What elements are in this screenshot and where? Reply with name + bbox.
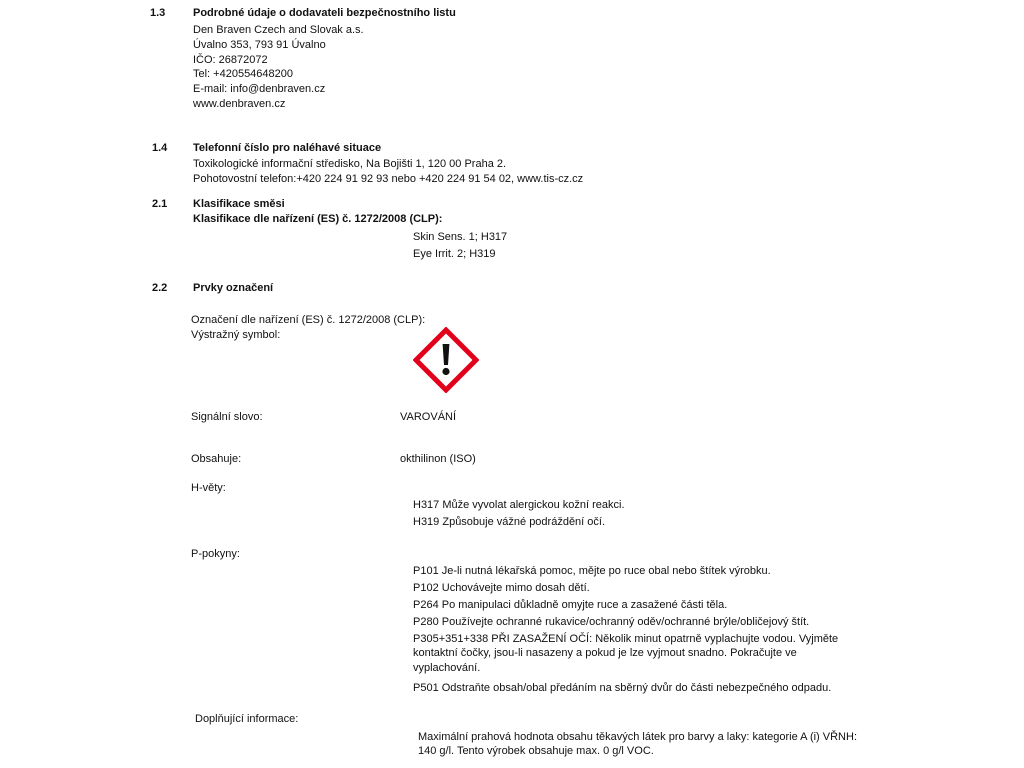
- h-statements-label: H-věty:: [191, 482, 226, 494]
- voc-info-line-1: Maximální prahová hodnota obsahu těkavých látek pro barvy a laky: kategorie A (i) VŘNH:: [418, 731, 858, 743]
- section-2-1-subheading: Klasifikace dle nařízení (ES) č. 1272/2008 (CLP):: [193, 213, 443, 225]
- classification-eye-irrit: Eye Irrit. 2; H319: [413, 248, 496, 260]
- h-statement-h319: H319 Způsobuje vážné podráždění očí.: [413, 516, 606, 528]
- additional-info-label: Doplňující informace:: [195, 713, 299, 725]
- toxicology-centre: Toxikologické informační středisko, Na Bojišti 1, 120 00 Praha 2.: [193, 158, 507, 170]
- section-1-4-heading: Telefonní číslo pro naléhavé situace: [193, 142, 382, 154]
- h-statement-h317: H317 Může vyvolat alergickou kožní reakci.: [413, 499, 625, 511]
- contains-value: okthilinon (ISO): [400, 453, 476, 465]
- voc-info-line-2: 140 g/l. Tento výrobek obsahuje max. 0 g/l VOC.: [418, 745, 654, 757]
- section-2-2-heading: Prvky označení: [193, 282, 274, 294]
- contains-label: Obsahuje:: [191, 453, 242, 465]
- section-1-3-number: 1.3: [150, 7, 166, 19]
- p-statement-p264: P264 Po manipulaci důkladně omyjte ruce a zasažené části těla.: [413, 599, 728, 611]
- p-statement-p305-line-2: kontaktní čočky, jsou-li nasazeny a pokud je lze vyjmout snadno. Pokračujte ve: [413, 647, 797, 659]
- classification-skin-sens: Skin Sens. 1; H317: [413, 231, 508, 243]
- supplier-address: Úvalno 353, 793 91 Úvalno: [193, 39, 326, 51]
- supplier-phone: Tel: +420554648200: [193, 68, 294, 80]
- p-statement-p280: P280 Používejte ochranné rukavice/ochranný oděv/ochranné brýle/obličejový štít.: [413, 616, 810, 628]
- section-2-1-heading: Klasifikace směsi: [193, 198, 285, 210]
- clp-label-line: Označení dle nařízení (ES) č. 1272/2008 (CLP):: [191, 314, 426, 326]
- section-2-1-number: 2.1: [152, 198, 168, 210]
- supplier-email: E-mail: info@denbraven.cz: [193, 83, 326, 95]
- p-statement-p305-line-3: vyplachování.: [413, 662, 481, 674]
- supplier-website: www.denbraven.cz: [193, 98, 286, 110]
- ghs07-exclamation-pictogram: [413, 327, 479, 393]
- p-statement-p101: P101 Je-li nutná lékařská pomoc, mějte po ruce obal nebo štítek výrobku.: [413, 565, 771, 577]
- emergency-phone: Pohotovostní telefon:+420 224 91 92 93 nebo +420 224 91 54 02, www.tis-cz.cz: [193, 173, 584, 185]
- signal-word-value: VAROVÁNÍ: [400, 411, 457, 423]
- p-statement-p102: P102 Uchovávejte mimo dosah dětí.: [413, 582, 590, 594]
- p-statements-label: P-pokyny:: [191, 548, 240, 560]
- p-statement-p305-line-1: P305+351+338 PŘI ZASAŽENÍ OČÍ: Několik minut opatrně vyplachujte vodou. Vyjměte: [413, 633, 839, 645]
- p-statement-p501: P501 Odstraňte obsah/obal předáním na sběrný dvůr do části nebezpečného odpadu.: [413, 682, 832, 694]
- supplier-ico: IČO: 26872072: [193, 54, 268, 66]
- section-1-3-heading: Podrobné údaje o dodavateli bezpečnostního listu: [193, 7, 456, 19]
- hazard-symbol-label: Výstražný symbol:: [191, 329, 281, 341]
- section-2-2-number: 2.2: [152, 282, 168, 294]
- section-1-4-number: 1.4: [152, 142, 168, 154]
- signal-word-label: Signální slovo:: [191, 411, 263, 423]
- supplier-name: Den Braven Czech and Slovak a.s.: [193, 24, 364, 36]
